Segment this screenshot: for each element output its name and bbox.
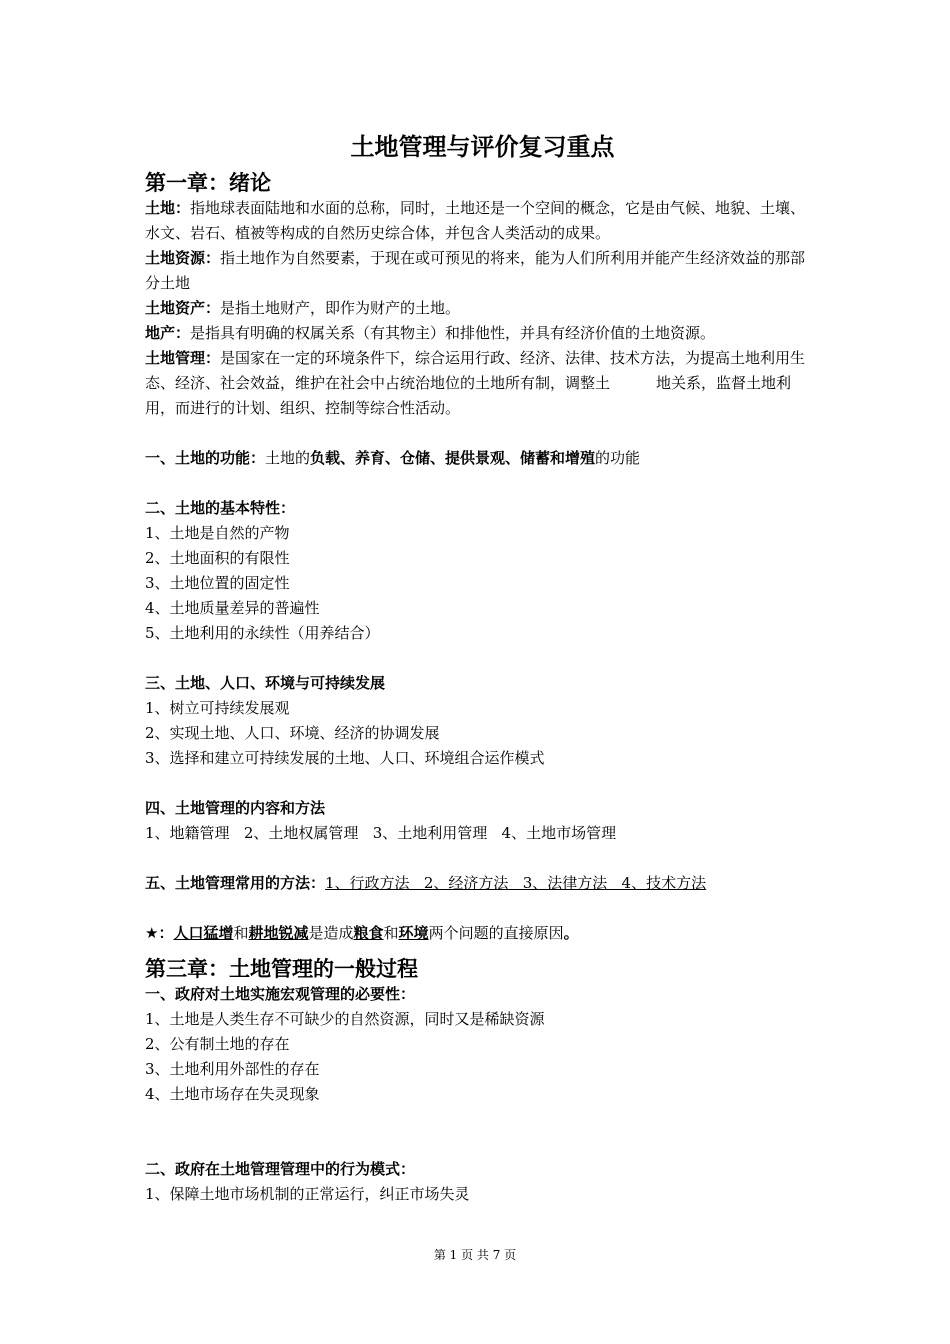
list-item: 1、土地是人类生存不可缺少的自然资源，同时又是稀缺资源 (145, 1010, 545, 1028)
list-item: 3、选择和建立可持续发展的土地、人口、环境组合运作模式 (145, 749, 545, 767)
section-common-methods: 五、土地管理常用的方法：1、行政方法 2、经济方法 3、法律方法 4、技术方法 (145, 874, 707, 892)
list-item: 4、土地质量差异的普遍性 (145, 599, 320, 617)
section-heading-sustainability: 三、土地、人口、环境与可持续发展 (145, 674, 386, 692)
list-item: 3、土地位置的固定性 (145, 574, 290, 592)
list-item: 4、土地市场存在失灵现象 (145, 1085, 320, 1103)
section-heading-macro-management: 一、政府对土地实施宏观管理的必要性： (145, 985, 416, 1003)
list-item: 1、土地是自然的产物 (145, 524, 290, 542)
section-heading-content-methods: 四、土地管理的内容和方法 (145, 799, 326, 817)
definition-land-management: 土地管理：是国家在一定的环境条件下，综合运用行政、经济、法律、技术方法，为提高土地利用生态、经济、社会效益，维护在社会中占统治地位的土地所有制，调整土 地关系，监督土地利用，而进行的计划、组织、控制等综合性活动。 (145, 349, 806, 417)
list-item: 1、树立可持续发展观 (145, 699, 290, 717)
list-item: 2、公有制土地的存在 (145, 1035, 290, 1053)
list-item: 5、土地利用的永续性（用养结合） (145, 624, 380, 642)
definition-land-asset: 土地资产：是指土地财产，即作为财产的土地。 (145, 299, 461, 317)
page-footer: 第 1 页 共 7 页 (433, 1248, 517, 1262)
list-item: 2、实现土地、人口、环境、经济的协调发展 (145, 724, 440, 742)
page-title: 土地管理与评价复习重点 (350, 133, 615, 161)
list-item: 2、土地面积的有限性 (145, 549, 290, 567)
list-item: 3、土地利用外部性的存在 (145, 1060, 320, 1078)
star-note: ★：人口猛增和耕地锐减是造成粮食和环境两个问题的直接原因。 (145, 924, 579, 942)
definition-land-resource: 土地资源：指土地作为自然要素，于现在或可预见的将来，能为人们所利用并能产生经济效益的那部分土地 (145, 249, 806, 292)
definition-land: 土地：指地球表面陆地和水面的总称，同时，土地还是一个空间的概念，它是由气候、地貌、土壤、水文、岩石、植被等构成的自然历史综合体，并包含人类活动的成果。 (145, 199, 806, 242)
page-content (145, 130, 820, 1207)
management-content-line: 1、地籍管理 2、土地权属管理 3、土地利用管理 4、土地市场管理 (145, 824, 617, 842)
section-land-functions: 一、土地的功能：土地的负载、养育、仓储、提供景观、储蓄和增殖的功能 (145, 449, 641, 467)
chapter-3-heading: 第三章：土地管理的一般过程 (145, 957, 418, 981)
chapter-1-heading: 第一章：绪论 (145, 171, 271, 195)
list-item: 1、保障土地市场机制的正常运行，纠正市场失灵 (145, 1185, 470, 1203)
section-heading-behavior-mode: 二、政府在土地管理管理中的行为模式： (145, 1160, 416, 1178)
section-heading-characteristics: 二、土地的基本特性： (145, 499, 296, 517)
definition-real-estate: 地产：是指具有明确的权属关系（有其物主）和排他性，并具有经济价值的土地资源。 (145, 324, 716, 342)
